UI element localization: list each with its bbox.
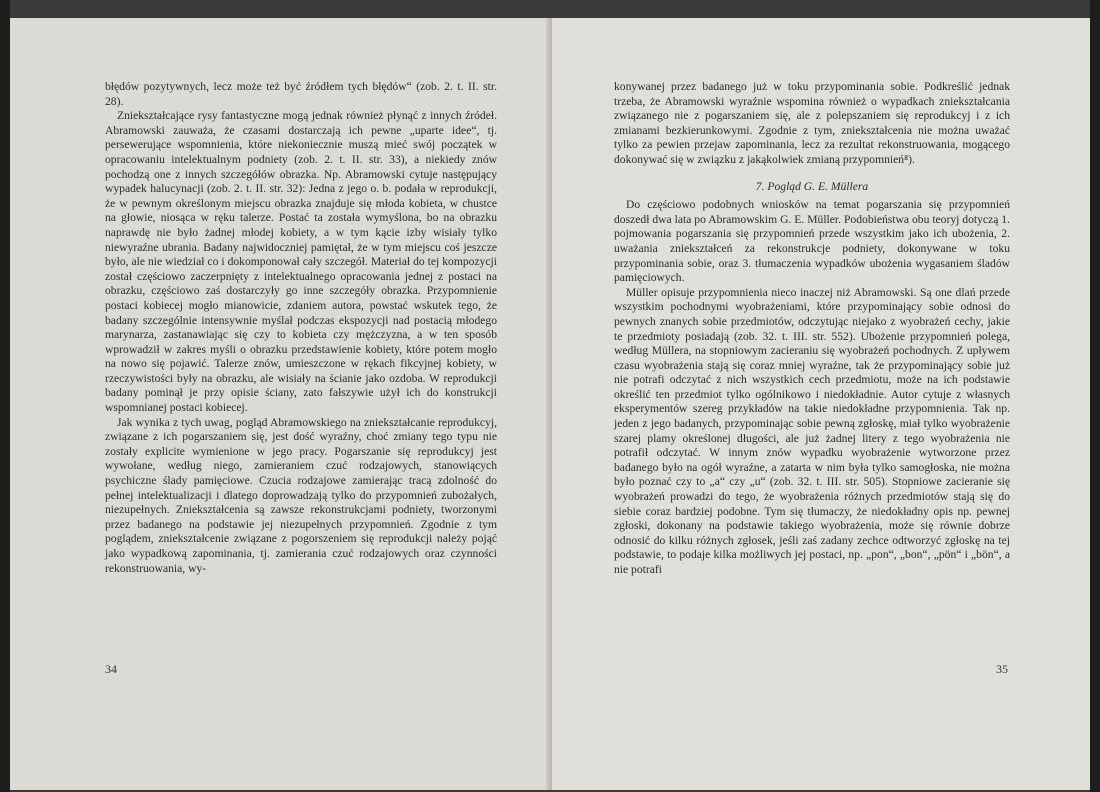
paragraph: konywanej przez badanego już w toku przypominania sobie. Podkreślić jednak trzeba, że Abramowski wyraźnie wspomina również o wypadkach zniekształcania związanego nie z pogarszaniem się, ale z polepszaniem się reprodukcyj i z ich zmianami bezkierunkowymi. Zgodnie z tym, zniekształcenia nie można uważać tylko za pewien przejaw zapominania, lecz za rezultat rekonstruowania, mogącego dokonywać się w związku z jakąkolwiek zmianą przypomnień⁸). <box>614 80 1010 166</box>
page-number-right: 35 <box>996 662 1008 676</box>
section-heading: 7. Pogląd G. E. Müllera <box>755 179 869 193</box>
right-page <box>552 18 1090 790</box>
paragraph: Jak wynika z tych uwag, pogląd Abramowskiego na zniekształcanie reprodukcyj, związane z ich pogarszaniem się, jest dość wyraźny, choć zmiany tego typu nie zostały explicite wymienione w jego pracy. Pogarszanie się reprodukcyj jest wywołane, według niego, zamieraniem czuć rodzajowych, stanowiących psychiczne ślady pamięciowe. Czucia rodzajowe zamierając tracą zdolność do pełnej intelektualizacji i dlatego doprowadzają tylko do przypomnień zubożałych, niezupełnych. Zniekształcenia są zawsze rekonstrukcjami podniety, tworzonymi przez badanego na podstawie jej niezupełnych przypomnień. Zgodnie z tym poglądem, zniekształcenie związane z pogorszeniem się reprodukcji należy pojąć jako wypadkową zapominania, tj. zamierania czuć rodzajowych oraz czynności rekonstruowania, wy- <box>105 415 497 575</box>
right-page-text <box>614 80 1010 578</box>
paragraph: Müller opisuje przypomnienia nieco inaczej niż Abramowski. Są one dlań przede wszystkim pochodnymi wyobrażeniami, które przypominający sobie odnosi do pewnych znanych sobie przedmiotów, odczytując niejako z wyobrażeń cechy, jakie te przedmioty posiadają (zob. 32. t. III. str. 552). Ubożenie przypomnień polega, według Müllera, na stopniowym zacieraniu się wyobrażeń pochodnych. Z upływem czasu wyobrażenia stają się coraz mniej wyraźne, tak że przypominający sobie już nie potrafi odczytać z nich wszystkich cech przedmiotu, może na ich podstawie określić ten przedmiot tylko ogólnikowo i niedokładnie. Autor cytuje z własnych eksperymentów szereg przykładów na takie niedokładne przypomnienia. Tak np. jeden z jego badanych, przypominając sobie pewną zgłoskę, miał tylko wyobrażenie szarej plamy określonej długości, ale już żadnej litery z tego wyobrażenia nie potrafił odczytać. W innym znów wypadku wyobrażenie wytworzone przez badanego było na ogół wyraźne, a zatarta w nim była tylko samogłoska, nie można było poznać czy to „a“ czy „u“ (zob. 32. t. III. str. 505). Stopniowe zacieranie się wyobrażeń prowadzi do tego, że wyobrażenia różnych przedmiotów stają się do siebie coraz bardziej podobne. Tym się tłumaczy, że niedokładny opis np. pewnej zgłoski, dokonany na podstawie takiego wyobrażenia, może się równie dobrze odnosić do kilku różnych zgłosek, jeśli zaś zadany zechce odtworzyć zgłoskę na tej podstawie, to podaje kilka możliwych jej postaci, np. „pon“, „bon“, „pön“ i „bön“, a nie potrafi <box>614 285 1010 576</box>
left-page-text <box>105 80 497 576</box>
scan-edge-right <box>1090 0 1100 792</box>
left-page <box>10 18 550 790</box>
paragraph: błędów pozytywnych, lecz może też być źródłem tych błędów“ (zob. 2. t. II. str. 28). <box>105 80 497 108</box>
page-number-left: 34 <box>105 662 117 676</box>
paragraph: Do częściowo podobnych wniosków na temat pogarszania się przypomnień doszedł dwa lata po Abramowskim G. E. Müller. Podobieństwa obu teoryj dotyczą 1. pojmowania pogarszania się przypomnień przede wszystkim jako ich ubożenia, 2. uważania zniekształceń za rekonstrukcje podniety, dokonywane w toku przypominania sobie, oraz 3. tłumaczenia wypadków ubożenia wygasaniem śladów pamięciowych. <box>614 198 1010 285</box>
scan-edge-left <box>0 0 10 792</box>
paragraph: Zniekształcające rysy fantastyczne mogą jednak również płynąć z innych źródeł. Abramowski zauważa, że czasami dostarczają ich pewne „uparte idee“, tj. persewerujące wspomnienia, które niekoniecznie muszą mieć swój początek w opracowaniu intelektualnym podniety (zob. 2. t. II. str. 33), a niekiedy znów pochodzą one z innych szczegółów obrazka. Np. Abramowski cytuje następujący wypadek halucynacji (zob. 2. t. II. str. 32): Jedna z jego o. b. podała w reprodukcji, że w pewnym określonym miejscu obrazka znajduje się młoda kobieta, w chustce na głowie, niosąca w ręku talerze. Postać ta została wymyślona, bo na obrazku naprawdę nie było żadnej młodej kobiety, a w tym kącie izby wisiały tylko niewyraźne ubrania. Badany najwidoczniej pamiętał, że w tym miejscu coś jeszcze było, ale nie wiedział co i dokomponował cały szczegół. Materiał do tej kompozycji został częściowo zaczerpnięty z intelektualnego opracowania jednej z postaci na obrazku, częściowo zaś dostarczyły go inne szczegóły obrazka. Przypomnienie postaci kobiecej mogło mianowicie, zdaniem autora, powstać wskutek tego, że badany szczególnie intensywnie myślał podczas ekspozycji nad postacią młodego marynarza, zastanawiając się czy to kobieta czy mężczyzna, a w ten sposób wprowadził w zakres myśli o obrazku przedstawienie kobiety, które potem mogło na nowo się pojawić. Talerze znów, umieszczone w rękach fikcyjnej kobiety, w rzeczywistości były na obrazku, ale wisiały na ścianie jako ozdoba. W reprodukcji badany pominął je przy opisie ściany, zato fałszywie użył ich do konstrukcji wspomnianej postaci kobiecej. <box>105 109 497 415</box>
